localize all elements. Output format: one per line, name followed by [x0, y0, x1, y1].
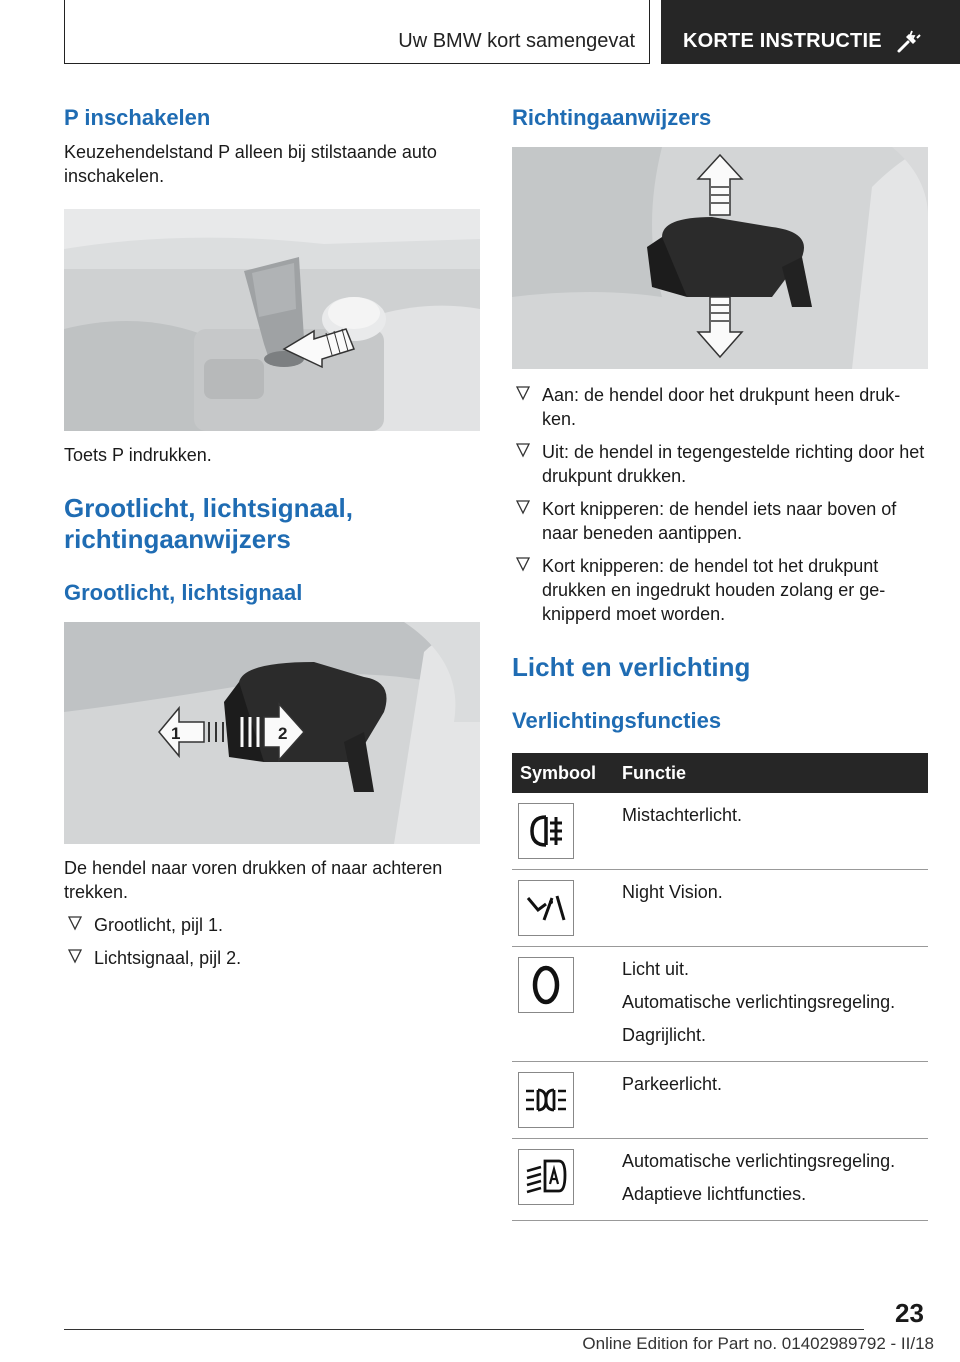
list-item-text: Uit: de hendel in tegengestelde richting door het drukpunt drukken. [542, 442, 925, 486]
triangle-bullet-icon [68, 948, 82, 964]
turn-signal-lever-image [512, 147, 928, 369]
section-heading-p: P inschakelen [64, 105, 211, 130]
header-section-title: Uw BMW kort samengevat [398, 30, 635, 52]
function-text: Night Vision. [622, 882, 723, 902]
function-text: Dagrijlicht. [622, 1025, 707, 1045]
subheading-high-beam: Grootlicht, lichtsignaal [64, 580, 303, 605]
arrow-label-1: 1 [171, 724, 181, 743]
list-item-text: Lichtsignaal, pijl 2. [94, 948, 242, 968]
lever-push-pull-image [64, 622, 480, 844]
list-item [512, 440, 928, 488]
parking-light-icon [518, 1072, 574, 1128]
p-caption: Toets P indrukken. [64, 445, 212, 465]
left-column [64, 100, 480, 979]
header-chapter-tab[interactable] [661, 0, 960, 64]
auto-headlight-icon [518, 1149, 574, 1205]
function-text: Licht uit. [622, 959, 690, 979]
p-instruction-text: Keuzehendelstand P alleen bij stilstaande auto inschakelen. [64, 142, 437, 186]
main-heading-lights: Grootlicht, lichtsignaal, richtingaanwijzers [64, 493, 353, 554]
triangle-bullet-icon [516, 556, 530, 572]
table-row [512, 947, 928, 1062]
arrow-label-2: 2 [278, 724, 288, 743]
list-item-text: Grootlicht, pijl 1. [94, 915, 224, 935]
lever-instruction-text: De hendel naar voren drukken of naar achteren trekken. [64, 858, 443, 902]
function-text: Mistachterlicht. [622, 805, 743, 825]
list-item-text: Kort knipperen: de hendel tot het drukpunt drukken en ingedrukt houden zolang er ge-knipperd moet worden. [542, 556, 886, 624]
table-header-row [512, 753, 928, 793]
list-item-text: Aan: de hendel door het drukpunt heen druk-ken. [542, 385, 901, 429]
page-number: 23 [895, 1298, 924, 1328]
table-header-function: Functie [614, 753, 928, 793]
wrench-flash-icon [896, 28, 922, 54]
list-item [64, 913, 480, 937]
triangle-bullet-icon [516, 385, 530, 401]
rear-fog-light-icon [518, 803, 574, 859]
table-row [512, 793, 928, 870]
list-item [64, 946, 480, 970]
list-item [512, 497, 928, 545]
header-chapter-title: KORTE INSTRUCTIE [683, 30, 882, 52]
lights-off-icon [518, 957, 574, 1013]
function-text: Adaptieve lichtfuncties. [622, 1184, 807, 1204]
night-vision-icon [518, 880, 574, 936]
function-text: Automatische verlichtingsregeling. [622, 992, 896, 1012]
triangle-bullet-icon [516, 442, 530, 458]
high-beam-list [64, 913, 480, 970]
right-column [512, 100, 928, 1221]
turn-signal-list [512, 383, 928, 626]
main-heading-lighting: Licht en verlichting [512, 652, 751, 682]
triangle-bullet-icon [516, 499, 530, 515]
list-item [512, 554, 928, 626]
section-heading-turn-signals: Richtingaanwijzers [512, 105, 712, 130]
table-row [512, 870, 928, 947]
footer-divider [64, 1329, 864, 1330]
triangle-bullet-icon [68, 915, 82, 931]
table-row [512, 1062, 928, 1139]
list-item-text: Kort knipperen: de hendel iets naar boven of naar beneden aantippen. [542, 499, 897, 543]
subheading-lighting-functions: Verlichtingsfuncties [512, 708, 722, 733]
header-section-box [64, 0, 650, 64]
table-row [512, 1139, 928, 1221]
footer-edition: Online Edition for Part no. 01402989792 - II/18 [582, 1334, 934, 1353]
lighting-functions-table [512, 753, 928, 1221]
gear-selector-image [64, 209, 480, 431]
list-item [512, 383, 928, 431]
table-header-symbol: Symbool [512, 753, 614, 793]
function-text: Parkeerlicht. [622, 1074, 723, 1094]
function-text: Automatische verlichtingsregeling. [622, 1151, 896, 1171]
